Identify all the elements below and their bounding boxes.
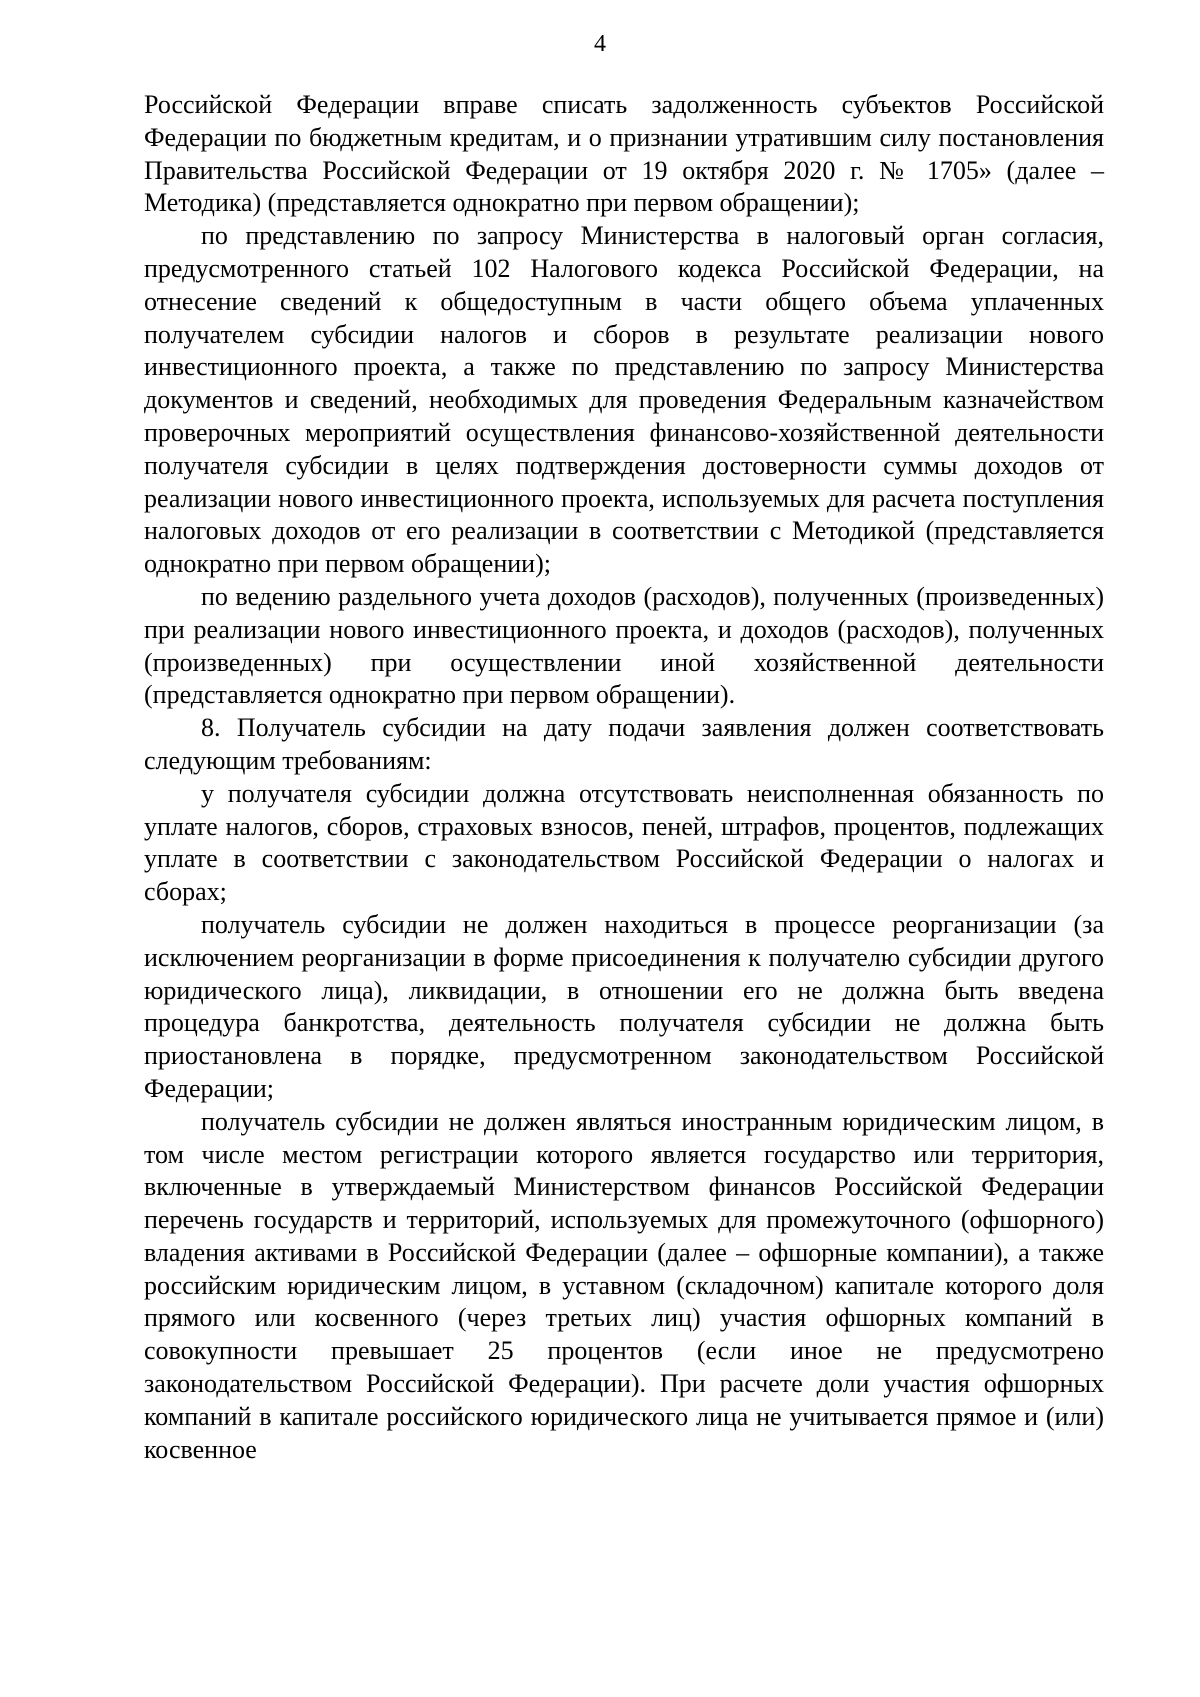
body-text (144, 89, 1104, 1466)
paragraph-offshore: получатель субсидии не должен являться иностранным юридическим лицом, в том числе местом регистрации которого является государство или территория, включенные в утверждаемый Министерством финансов Российской Федерации перечень государств и территорий, используемых для промежуточного (офшорного) владения активами в Российской Федерации (далее – офшорные компании), а также российским юридическим лицом, в уставном (складочном) капитале которого доля прямого или косвенного (через третьих лиц) участия офшорных компаний в совокупности превышает 25 процентов (если иное не предусмотрено законодательством Российской Федерации). При расчете доли участия офшорных компаний в капитале российского юридического лица не учитывается прямое и (или) косвенное (144, 1106, 1104, 1464)
paragraph-tax-consent: по представлению по запросу Министерства в налоговый орган согласия, предусмотренного статьей 102 Налогового кодекса Российской Федерации, на отнесение сведений к общедоступным в части общего объема уплаченных получателем субсидии налогов и сборов в результате реализации нового инвестиционного проекта, а также по представлению по запросу Министерства документов и сведений, необходимых для проведения Федеральным казначейством проверочных мероприятий осуществления финансово-хозяйственной деятельности получателя субсидии в целях подтверждения достоверности суммы доходов от реализации нового инвестиционного проекта, используемых для расчета поступления налоговых доходов от его реализации в соответствии с Методикой (представляется однократно при первом обращении); (144, 221, 1104, 579)
paragraph-continuation: Российской Федерации вправе списать задолженность субъектов Российской Федерации по бюджетным кредитам, и о признании утратившим силу постановления Правительства Российской Федерации от 19 октября 2020 г. № 1705» (далее – Методика) (представляется однократно при первом обращении); (144, 90, 1104, 218)
paragraph-reorganization: получатель субсидии не должен находиться в процессе реорганизации (за исключением реорганизации в форме присоединения к получателю субсидии другого юридического лица), ликвидации, в отношении его не должна быть введена процедура банкротства, деятельность получателя субсидии не должна быть приостановлена в порядке, предусмотренном законодательством Российской Федерации; (144, 909, 1104, 1103)
page-number: 4 (594, 31, 606, 57)
paragraph-separate-accounting: по ведению раздельного учета доходов (расходов), полученных (произведенных) при реализации нового инвестиционного проекта, и доходов (расходов), полученных (произведенных) при осуществлении иной хозяйственной деятельности (представляется однократно при первом обращении). (144, 581, 1104, 710)
paragraph-tax-obligations: у получателя субсидии должна отсутствовать неисполненная обязанность по уплате налогов, сборов, страховых взносов, пеней, штрафов, процентов, подлежащих уплате в соответствии с законодательством Российской Федерации о налогах и сборах; (144, 778, 1104, 907)
paragraph-item-8: 8. Получатель субсидии на дату подачи заявления должен соответствовать следующим требованиям: (144, 713, 1104, 775)
